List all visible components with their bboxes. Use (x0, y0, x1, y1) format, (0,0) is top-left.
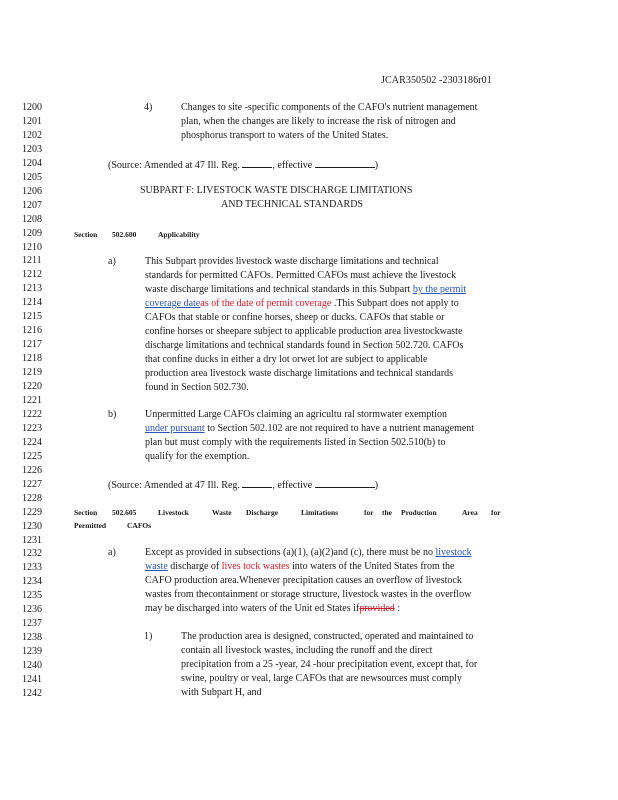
line-number: 1215 (22, 311, 42, 323)
section-title-word: Waste (212, 508, 232, 517)
section-title-word: for (491, 508, 501, 517)
line-number: 1224 (22, 436, 42, 448)
para-a-line-8: that confine ducks in either a dry lot orwet lot are subject to applicable (145, 354, 428, 365)
para-a2-line-1-text: Except as provided in subsections (a)(1), (a)(2)and (c), there must be no (145, 547, 433, 558)
line-number: 1235 (22, 590, 42, 602)
line-number: 1239 (22, 646, 42, 657)
line-number: 1233 (22, 562, 42, 574)
line-number: 1206 (22, 185, 42, 197)
para-b-line-2-text: to Section 502.102 are not required to have a nutrient management (204, 423, 475, 434)
para-a-line-3 (145, 284, 466, 296)
line-number: 1225 (22, 450, 42, 462)
line-number: 1220 (22, 381, 42, 392)
section-title-word: CAFOs (127, 521, 152, 530)
line-number: 1240 (22, 660, 42, 671)
line-number: 1238 (22, 632, 42, 644)
source-end: ) (374, 480, 379, 491)
item1-line-5: with Subpart H, and (181, 687, 262, 698)
line-number: 1242 (22, 687, 42, 699)
para-a-line-6: confine horses or sheepare subject to applicable production area livestockwaste (145, 326, 463, 337)
section-title-word: Permitted (74, 521, 107, 530)
source-end: ) (374, 160, 379, 171)
effective-blank (315, 158, 375, 168)
section-title-word: Production (401, 508, 437, 517)
section-title-word: the (382, 508, 392, 517)
line-number: 1227 (22, 478, 42, 490)
struck-text: provided (359, 603, 395, 614)
line-number: 1237 (22, 618, 42, 630)
para-a2-line-4: wastes from thecontainment or storage structure, livestock wastes in the overflow (145, 589, 472, 600)
line-number: 1207 (22, 199, 42, 211)
para-a2-line-3: CAFO production area.Whenever precipitation causes an overflow of livestock (145, 575, 462, 586)
para-a-line-3-text: waste discharge limitations and technical standards in this Subpart (145, 284, 411, 295)
item4-line-1: Changes to site -specific components of the CAFO's nutrient management (181, 102, 478, 113)
line-number: 1211 (22, 255, 42, 267)
line-number: 1201 (22, 116, 42, 127)
para-label: b) (108, 409, 117, 420)
para-a-line-1: This Subpart provides livestock waste discharge limitations and technical (145, 256, 439, 267)
line-number: 1219 (22, 367, 42, 379)
source-effective: , effective (272, 480, 313, 491)
source-prefix: (Source: Amended at 47 Ill. Reg. (108, 160, 240, 171)
line-number: 1222 (22, 408, 42, 420)
source-prefix: (Source: Amended at 47 Ill. Reg. (108, 480, 240, 491)
para-a2-line-2 (145, 561, 454, 573)
subpart-heading-line-2: AND TECHNICAL STANDARDS (221, 199, 363, 210)
section-number: 502.600 (112, 230, 137, 239)
section-word: Section (74, 508, 98, 517)
para-label: a) (108, 256, 116, 267)
deleted-text: lives tock wastes (221, 561, 290, 572)
inserted-text: under pursuant (145, 423, 205, 434)
para-a2-line-1 (145, 547, 472, 559)
line-number: 1203 (22, 143, 42, 155)
source-note (108, 158, 378, 172)
para-a-line-5: CAFOs that stable or confine horses, sheep or ducks. CAFOs that stable or (145, 312, 445, 323)
reg-blank (242, 158, 272, 168)
inserted-text: waste (145, 561, 168, 572)
section-number: 502.605 (112, 508, 137, 517)
line-number: 1209 (22, 227, 42, 239)
section-title-word: Limitations (301, 508, 339, 517)
effective-blank (315, 478, 375, 488)
line-number: 1234 (22, 576, 42, 588)
para-a-line-7: discharge limitations and technical standards found in Section 502.720. CAFOs (145, 340, 464, 351)
para-a2-line-2-text: discharge of (170, 561, 220, 572)
document-id: JCAR350502 -2303186r01 (381, 75, 492, 86)
para-a-line-9: production area livestock waste discharge limitations and technical standards (145, 368, 454, 379)
para-a-line-2: standards for permitted CAFOs. Permitted CAFOs must achieve the livestock (145, 270, 457, 281)
line-number: 1213 (22, 283, 42, 295)
para-b-line-4: qualify for the exemption. (145, 451, 250, 462)
inserted-text: by the permit (412, 284, 467, 295)
para-a-line-10: found in Section 502.730. (145, 382, 249, 393)
inserted-text: coverage date (145, 298, 201, 309)
deleted-text: as of the date of permit coverage (200, 298, 332, 309)
source-note (108, 478, 378, 492)
line-number: 1223 (22, 422, 42, 434)
source-effective: , effective (272, 160, 313, 171)
line-number: 1230 (22, 520, 42, 532)
line-number: 1218 (22, 353, 42, 365)
section-title: Applicability (158, 230, 200, 239)
line-number: 1217 (22, 339, 42, 351)
line-number: 1202 (22, 129, 42, 141)
item4-line-3: phosphorus transport to waters of the United States. (181, 130, 389, 141)
line-number: 1221 (22, 394, 42, 406)
inserted-text: livestock (435, 547, 472, 558)
section-title-word: Area (462, 508, 478, 517)
section-title-word: Discharge (246, 508, 279, 517)
item1-line-1: The production area is designed, constructed, operated and maintained to (181, 631, 474, 642)
item-label: 4) (144, 102, 153, 113)
line-number: 1214 (22, 297, 42, 309)
section-word: Section (74, 230, 98, 239)
section-title-word: for (364, 508, 374, 517)
line-number: 1236 (22, 604, 42, 616)
line-number: 1205 (22, 171, 42, 183)
item1-line-3: precipitation from a 25 -year, 24 -hour precipitation event, except that, for (181, 659, 478, 670)
line-number: 1231 (22, 534, 42, 546)
line-number: 1229 (22, 506, 42, 518)
line-number: 1228 (22, 492, 42, 504)
subpart-heading-line-1: SUBPART F: LIVESTOCK WASTE DISCHARGE LIMITATIONS (140, 185, 413, 196)
line-number: 1200 (22, 102, 42, 113)
line-number: 1204 (22, 157, 42, 169)
line-number: 1208 (22, 213, 42, 225)
line-number: 1210 (22, 241, 42, 253)
section-title-word: Livestock (158, 508, 189, 517)
reg-blank (242, 478, 272, 488)
line-number: 1216 (22, 325, 42, 337)
item1-line-4: swine, poultry or veal, large CAFOs that are newsources must comply (181, 673, 462, 684)
line-number: 1241 (22, 673, 42, 685)
item1-line-2: contain all livestock wastes, including the runoff and the direct (181, 645, 433, 656)
line-number: 1212 (22, 269, 42, 281)
item-label: 1) (144, 631, 153, 642)
para-b-line-3: plan but must comply with the requirements listed in Section 502.510(b) to (145, 437, 446, 448)
para-b-line-2 (145, 423, 474, 435)
para-a2-line-5-end: : (394, 603, 401, 614)
para-a2-line-5 (145, 603, 400, 615)
para-label: a) (108, 547, 116, 558)
line-number: 1226 (22, 464, 42, 476)
para-a-line-4 (145, 298, 459, 310)
para-a-line-4-text: .This Subpart does not apply to (331, 298, 459, 309)
line-number: 1232 (22, 548, 42, 560)
para-b-line-1: Unpermitted Large CAFOs claiming an agricultu ral stormwater exemption (145, 409, 447, 420)
para-a2-line-2-rest: into waters of the United States from the (292, 561, 455, 572)
item4-line-2: plan, when the changes are likely to increase the risk of nitrogen and (181, 116, 456, 127)
para-a2-line-5-text: may be discharged into waters of the Unit ed States if (145, 603, 360, 614)
